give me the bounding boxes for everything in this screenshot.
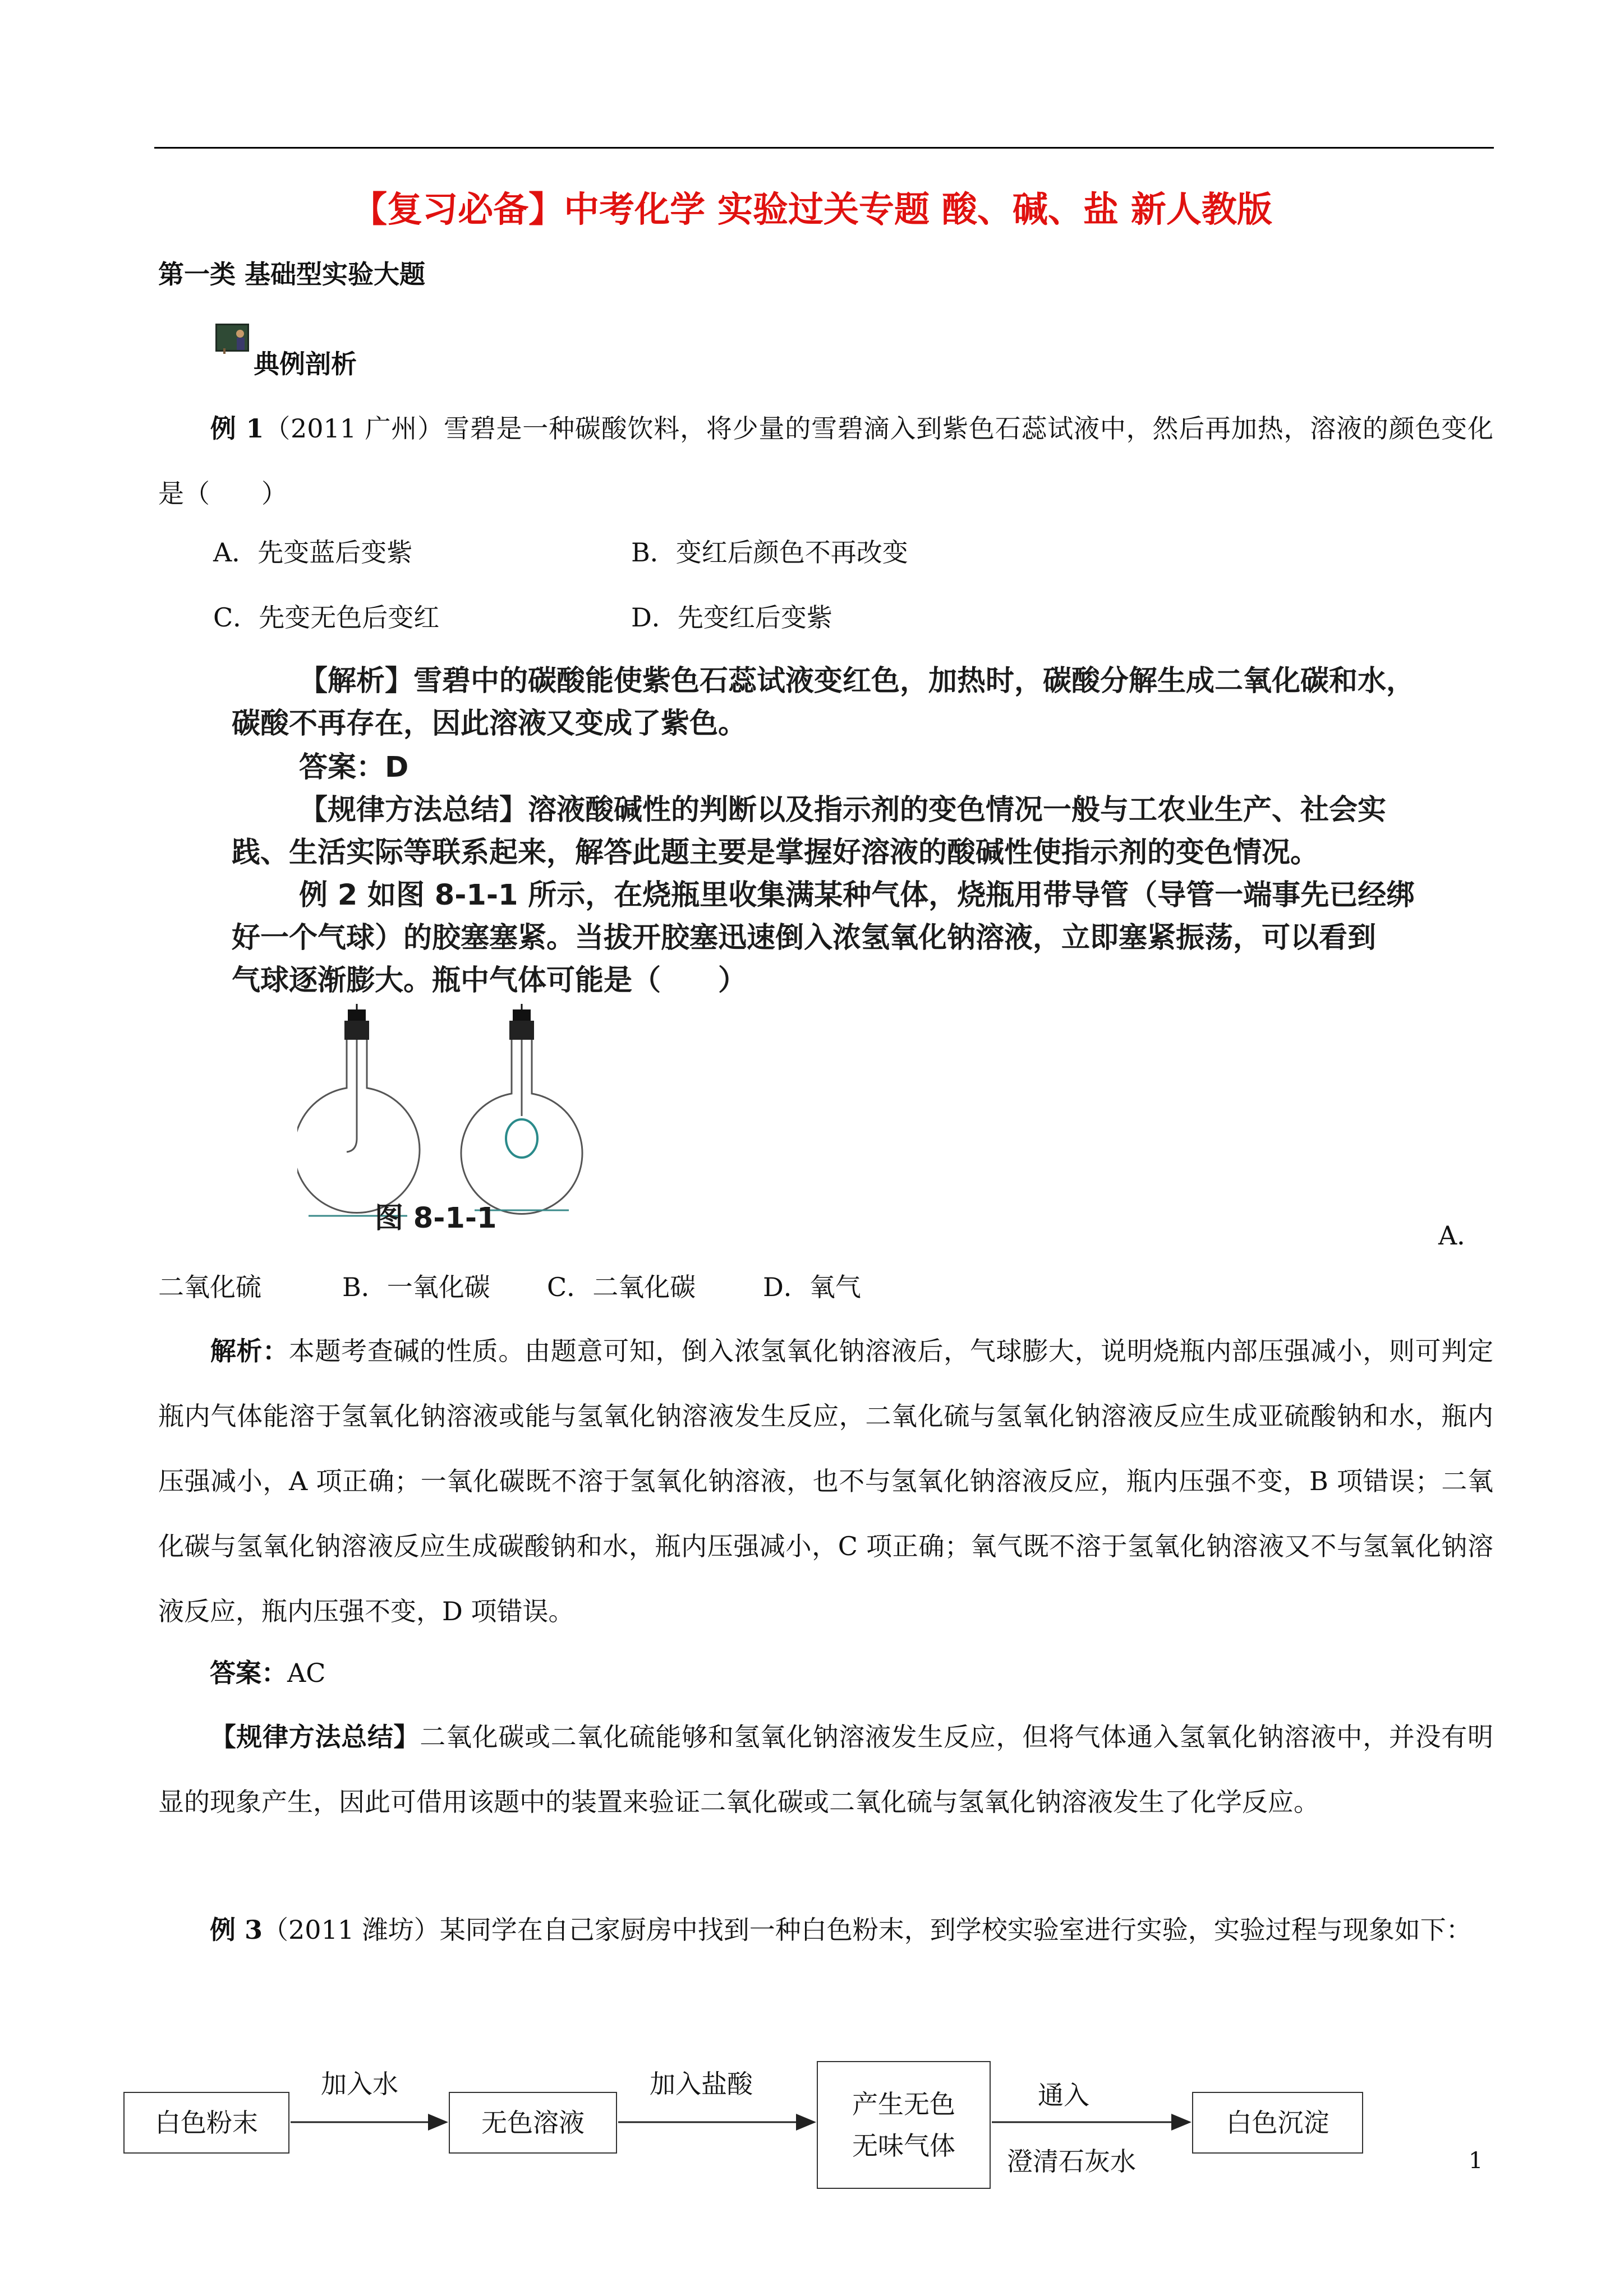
flow-box-white-powder: 白色粉末 <box>123 2092 289 2154</box>
example2-option-a: 二氧化硫 <box>158 1272 261 1302</box>
example2-option-c: C．二氧化碳 <box>547 1272 696 1302</box>
scan-line-5: 践、生活实际等联系起来，解答此题主要是掌握好溶液的酸碱性使指示剂的变色情况。 <box>232 836 1319 869</box>
answer2-value: AC <box>287 1658 326 1688</box>
scan-line-3: 答案：D <box>299 751 409 784</box>
example1-option-a: A．先变蓝后变紫 <box>213 537 413 568</box>
scan-line-4: 【规律方法总结】溶液酸碱性的判断以及指示剂的变色情况一般与工农业生产、社会实 <box>299 794 1387 827</box>
analysis2-text: 本题考查碱的性质。由题意可知，倒入浓氢氧化钠溶液后，气球膨大，说明烧瓶内部压强减小，则可判定瓶内气体能溶于氢氧化钠溶液或能与氢氧化钠溶液发生反应，二氧化硫与氢氧化钠溶液反应生成亚硫酸钠和水，瓶内压强减小，A 项正确；一氧化碳既不溶于氢氧化钠溶液，也不与氢氧化钠溶液反应，瓶内压强不变，B 项错误；二氧化碳与氢氧化钠溶液反应生成碳酸钠和水，瓶内压强减小，C 项正确；氧气既不溶于氢氧化钠溶液又不与氢氧化钠溶液反应，瓶内压强不变，D 项错误。 <box>158 1336 1494 1626</box>
flow-arrow2-label: 加入盐酸 <box>650 2069 753 2099</box>
example1-label: 例 1 <box>210 413 264 444</box>
scan-line-7: 好一个气球）的胶塞塞紧。当拔开胶塞迅速倒入浓氢氧化钠溶液，立即塞紧振荡，可以看到 <box>232 921 1377 955</box>
figure-caption: 图 8-1-1 <box>375 1202 497 1235</box>
summary2-text: 二氧化碳或二氧化硫能够和氢氧化钠溶液发生反应，但将气体通入氢氧化钠溶液中，并没有明显的现象产生，因此可借用该题中的装置来验证二氧化碳或二氧化硫与氢氧化钠溶液发生了化学反应。 <box>158 1722 1494 1817</box>
example3-text: 某同学在自己家厨房中找到一种白色粉末，到学校实验室进行实验，实验过程与现象如下： <box>439 1915 1472 1945</box>
page-number: 1 <box>1469 2148 1483 2174</box>
example2-option-a-letter: A． <box>1438 1220 1483 1251</box>
flow-box-white-precipitate: 白色沉淀 <box>1192 2092 1363 2154</box>
page-title: 【复习必备】中考化学 实验过关专题 酸、碱、盐 新人教版 <box>352 188 1272 230</box>
section-heading: 第一类 基础型实验大题 <box>158 259 426 289</box>
flow-arrow3-label-top: 通入 <box>1038 2080 1089 2110</box>
flow-box-colorless-solution: 无色溶液 <box>449 2092 617 2154</box>
flow-box-gas: 产生无色无味气体 <box>817 2061 991 2189</box>
answer2-label: 答案： <box>210 1658 287 1688</box>
example2-option-d: D．氧气 <box>763 1272 861 1302</box>
example3-label: 例 3 <box>210 1915 263 1945</box>
example1-question-text: 雪碧是一种碳酸饮料，将少量的雪碧滴入到紫色石蕊试液中，然后再加热，溶液的颜色变化是（ ） <box>158 413 1493 509</box>
analysis2-label: 解析 <box>210 1336 263 1366</box>
example2-option-b: B．一氧化碳 <box>342 1272 490 1302</box>
scan-line-8: 气球逐渐膨大。瓶中气体可能是（ ） <box>232 964 747 997</box>
example3-source: （2011 潍坊） <box>263 1915 440 1945</box>
subheading: 典例剖析 <box>254 349 357 379</box>
flow-arrow3-label-bottom: 澄清石灰水 <box>1007 2146 1136 2177</box>
summary2-label: 【规律方法总结】 <box>210 1722 420 1752</box>
example1-option-b: B．变红后颜色不再改变 <box>631 537 908 568</box>
flow-arrow1-label: 加入水 <box>321 2069 398 2099</box>
scan-line-2: 碳酸不再存在，因此溶液又变成了紫色。 <box>232 707 747 740</box>
scan-line-1: 【解析】雪碧中的碳酸能使紫色石蕊试液变红色，加热时，碳酸分解生成二氧化碳和水， <box>299 665 1415 698</box>
example1-option-d: D．先变红后变紫 <box>631 602 832 633</box>
example1-option-c: C．先变无色后变红 <box>213 602 440 633</box>
analysis2-paragraph: 解析：本题考查碱的性质。由题意可知，倒入浓氢氧化钠溶液后，气球膨大，说明烧瓶内部压强减小，则可判定瓶内气体能溶于氢氧化钠溶液或能与氢氧化钠溶液发生反应，二氧化硫与氢氧化钠溶液反应生成亚硫酸钠和水，瓶内压强减小，A 项正确；一氧化碳既不溶于氢氧化钠溶液，也不与氢氧化钠溶液反应，瓶内压强不变，B 项错误；二氧化碳与氢氧化钠溶液反应生成碳酸钠和水，瓶内压强减小，C 项正确；氧气既不溶于氢氧化钠溶液又不与氢氧化钠溶液反应，瓶内压强不变，D 项错误。 <box>158 1336 1494 1626</box>
example1-source: （2011 广州） <box>264 413 444 444</box>
scan-line-6: 例 2 如图 8-1-1 所示，在烧瓶里收集满某种气体，烧瓶用带导管（导管一端事先已经绑 <box>299 879 1415 912</box>
